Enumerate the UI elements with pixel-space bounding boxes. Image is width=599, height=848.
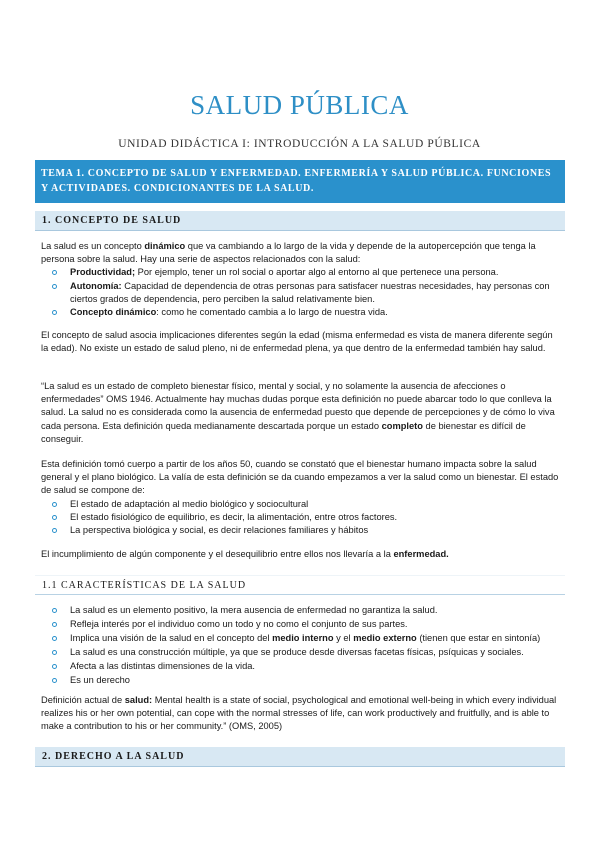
bullet-icon — [52, 270, 57, 275]
paragraph-edad: El concepto de salud asocia implicaciones diferentes según la edad (misma enfermedad es vista de manera diferente según la edad). No existe un estado de salud pleno, ni de enfermedad plena, ya que dentro de la enfermedad también hay salud. — [41, 330, 553, 354]
list-item: Es un derecho — [52, 674, 562, 687]
list-item: La salud es una construcción múltiple, ya que se produce desde diversas facetas físicas, psíquicas y sociales. — [52, 646, 562, 659]
list-item: El estado de adaptación al medio biológico y sociocultural — [52, 498, 562, 511]
list-item: La salud es un elemento positivo, la mera ausencia de enfermedad no garantiza la salud. — [52, 604, 562, 617]
bullet-icon — [52, 664, 57, 669]
bullet-icon — [52, 528, 57, 533]
bullet-icon — [52, 622, 57, 627]
bullet-icon — [52, 310, 57, 315]
paragraph-oms-1946: “La salud es un estado de completo bienestar físico, mental y social, y no solamente la ausencia de afecciones o enfermedades” OMS 1946. Actualmente hay muchas dudas porque esta definición no puede abarcar todo lo que conlleva la salud. La salud no es considerada como la ausencia de enfermedad puesto que depende de percepciones y de cómo lo viva cada persona. Esta definición queda medianamente descartada porque un estado completo de bienestar es difícil de conseguir. — [41, 381, 555, 444]
paragraph-incumplimiento: El incumplimiento de algún componente y el desequilibrio entre ellos nos llevaría a la enfermedad. — [41, 549, 449, 559]
bullet-icon — [52, 502, 57, 507]
bullet-icon — [52, 636, 57, 641]
document-subtitle: UNIDAD DIDÁCTICA I: INTRODUCCIÓN A LA SALUD PÚBLICA — [118, 138, 481, 150]
list-item: Autonomía: Capacidad de dependencia de otras personas para satisfacer nuestras necesidades, hay personas con ciertos grados de dependencia, pero perciben la salud relativamente bien. — [52, 280, 562, 306]
list-item: Refleja interés por el individuo como un todo y no como el conjunto de sus partes. — [52, 618, 562, 631]
paragraph-intro: La salud es un concepto dinámico que va cambiando a lo largo de la vida y depende de la autopercepción que tenga la persona sobre la salud. Hay una serie de aspectos relacionados con la salud: — [41, 241, 536, 265]
subsection-heading-caracteristicas: 1.1 CARACTERÍSTICAS DE LA SALUD — [35, 575, 565, 595]
tema-banner: TEMA 1. CONCEPTO DE SALUD Y ENFERMEDAD. ENFERMERÍA Y SALUD PÚBLICA. FUNCIONES Y ACTIVIDADES. CONDICIONANTES DE LA SALUD. — [35, 160, 565, 203]
bullet-icon — [52, 608, 57, 613]
list-item: La perspectiva biológica y social, es decir relaciones familiares y hábitos — [52, 524, 562, 537]
list-item: Productividad; Por ejemplo, tener un rol social o aportar algo al entorno al que pertenece una persona. — [52, 266, 562, 279]
bullet-icon — [52, 650, 57, 655]
section-heading-concepto: 1. CONCEPTO DE SALUD — [35, 211, 565, 231]
bullet-icon — [52, 515, 57, 520]
list-item: Afecta a las distintas dimensiones de la vida. — [52, 660, 562, 673]
section-heading-derecho: 2. DERECHO A LA SALUD — [35, 747, 565, 767]
paragraph-anos-50: Esta definición tomó cuerpo a partir de los años 50, cuando se constató que el bienestar humano impacta sobre la salud general y el plano biológico. La valía de esta definición se da cuando empezamos a ver la salud como un bienestar. El estado de salud se compone de: — [41, 459, 559, 496]
list-item: Concepto dinámico: como he comentado cambia a lo largo de nuestra vida. — [52, 306, 562, 319]
bullet-icon — [52, 678, 57, 683]
paragraph-definicion-actual: Definición actual de salud: Mental health is a state of social, psychological and emotional well-being in which every individual realizes his or her own potential, can cope with the normal stresses of life, can work productively and fruitfully, and is able to make a contribution to his or her community.” (OMS, 2005) — [41, 695, 557, 732]
document-title: SALUD PÚBLICA — [190, 90, 409, 120]
list-item: Implica una visión de la salud en el concepto del medio interno y el medio externo (tienen que estar en sintonía) — [52, 632, 562, 645]
list-item: El estado fisiológico de equilibrio, es decir, la alimentación, entre otros factores. — [52, 511, 562, 524]
bullet-icon — [52, 284, 57, 289]
